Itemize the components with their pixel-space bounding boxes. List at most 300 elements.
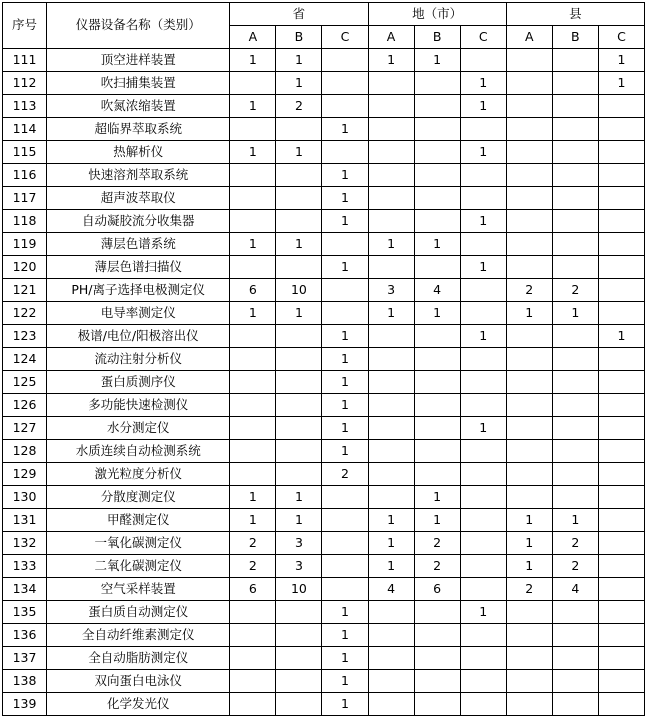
header-sub-city-a: A xyxy=(368,26,414,49)
row-value-cell xyxy=(322,49,368,72)
row-value-cell xyxy=(414,670,460,693)
row-value-cell: 2 xyxy=(506,279,552,302)
row-value-cell xyxy=(552,256,598,279)
row-value-cell xyxy=(506,670,552,693)
row-value-cell: 1 xyxy=(230,95,276,118)
row-value-cell xyxy=(598,670,644,693)
row-value-cell: 1 xyxy=(322,210,368,233)
row-value-cell: 6 xyxy=(414,578,460,601)
row-value-cell xyxy=(598,210,644,233)
header-sub-city-c: C xyxy=(460,26,506,49)
header-index: 序号 xyxy=(3,3,47,49)
row-value-cell xyxy=(552,348,598,371)
row-value-cell xyxy=(322,233,368,256)
row-value-cell: 1 xyxy=(322,624,368,647)
row-value-cell xyxy=(368,72,414,95)
row-value-cell: 4 xyxy=(414,279,460,302)
row-value-cell xyxy=(460,49,506,72)
row-equipment-name: 化学发光仪 xyxy=(47,693,230,716)
row-value-cell xyxy=(552,233,598,256)
row-value-cell xyxy=(230,647,276,670)
row-value-cell xyxy=(230,463,276,486)
row-value-cell: 1 xyxy=(322,647,368,670)
row-value-cell xyxy=(276,256,322,279)
header-sub-county-a: A xyxy=(506,26,552,49)
row-index: 121 xyxy=(3,279,47,302)
row-equipment-name: 蛋白质测序仪 xyxy=(47,371,230,394)
row-value-cell xyxy=(414,371,460,394)
row-equipment-name: 水质连续自动检测系统 xyxy=(47,440,230,463)
row-value-cell xyxy=(230,417,276,440)
row-index: 116 xyxy=(3,164,47,187)
row-value-cell xyxy=(322,509,368,532)
row-index: 126 xyxy=(3,394,47,417)
row-index: 122 xyxy=(3,302,47,325)
table-row xyxy=(3,72,645,95)
row-index: 139 xyxy=(3,693,47,716)
row-value-cell: 1 xyxy=(276,302,322,325)
table-header xyxy=(3,3,645,49)
table-row xyxy=(3,325,645,348)
row-value-cell xyxy=(460,371,506,394)
row-equipment-name: PH/离子选择电极测定仪 xyxy=(47,279,230,302)
table-row xyxy=(3,256,645,279)
row-value-cell xyxy=(552,693,598,716)
table-row xyxy=(3,417,645,440)
row-value-cell xyxy=(598,256,644,279)
row-value-cell xyxy=(552,601,598,624)
row-value-cell xyxy=(506,95,552,118)
table-row xyxy=(3,440,645,463)
row-value-cell xyxy=(368,624,414,647)
row-value-cell: 1 xyxy=(368,233,414,256)
row-index: 127 xyxy=(3,417,47,440)
row-equipment-name: 全自动纤维素测定仪 xyxy=(47,624,230,647)
row-value-cell: 2 xyxy=(552,279,598,302)
row-value-cell xyxy=(368,371,414,394)
row-value-cell xyxy=(460,302,506,325)
table-row xyxy=(3,532,645,555)
row-value-cell xyxy=(598,555,644,578)
row-value-cell: 1 xyxy=(368,509,414,532)
row-value-cell: 2 xyxy=(414,555,460,578)
row-value-cell xyxy=(552,486,598,509)
row-value-cell: 1 xyxy=(276,72,322,95)
row-equipment-name: 极谱/电位/阳极溶出仪 xyxy=(47,325,230,348)
row-value-cell xyxy=(460,578,506,601)
header-group-city: 地（市） xyxy=(368,3,506,26)
row-value-cell: 1 xyxy=(414,486,460,509)
header-sub-city-b: B xyxy=(414,26,460,49)
row-value-cell xyxy=(322,141,368,164)
row-value-cell xyxy=(322,555,368,578)
row-value-cell: 1 xyxy=(460,95,506,118)
row-value-cell xyxy=(460,187,506,210)
row-value-cell xyxy=(552,118,598,141)
row-value-cell: 1 xyxy=(322,118,368,141)
row-value-cell xyxy=(322,302,368,325)
row-equipment-name: 顶空进样装置 xyxy=(47,49,230,72)
row-value-cell xyxy=(322,95,368,118)
row-value-cell xyxy=(368,118,414,141)
row-value-cell: 1 xyxy=(506,509,552,532)
row-value-cell: 1 xyxy=(230,233,276,256)
row-value-cell xyxy=(230,394,276,417)
row-value-cell xyxy=(552,95,598,118)
row-equipment-name: 薄层色谱系统 xyxy=(47,233,230,256)
table-row xyxy=(3,348,645,371)
row-value-cell xyxy=(506,49,552,72)
row-value-cell xyxy=(322,72,368,95)
row-value-cell xyxy=(552,463,598,486)
row-value-cell: 1 xyxy=(414,233,460,256)
row-value-cell: 1 xyxy=(506,532,552,555)
row-value-cell: 2 xyxy=(230,555,276,578)
row-value-cell: 2 xyxy=(506,578,552,601)
table-row xyxy=(3,486,645,509)
row-value-cell xyxy=(322,279,368,302)
row-value-cell xyxy=(322,532,368,555)
row-value-cell xyxy=(368,325,414,348)
table-row xyxy=(3,578,645,601)
row-value-cell: 1 xyxy=(230,141,276,164)
row-value-cell xyxy=(414,187,460,210)
row-value-cell: 1 xyxy=(322,601,368,624)
row-value-cell: 1 xyxy=(598,325,644,348)
row-index: 135 xyxy=(3,601,47,624)
row-index: 129 xyxy=(3,463,47,486)
row-value-cell xyxy=(276,463,322,486)
row-value-cell: 1 xyxy=(414,509,460,532)
row-value-cell xyxy=(598,509,644,532)
row-value-cell: 1 xyxy=(230,509,276,532)
row-value-cell xyxy=(414,348,460,371)
row-value-cell xyxy=(506,486,552,509)
row-value-cell: 10 xyxy=(276,578,322,601)
row-value-cell xyxy=(506,601,552,624)
row-value-cell: 1 xyxy=(322,348,368,371)
row-value-cell xyxy=(598,693,644,716)
row-value-cell xyxy=(460,164,506,187)
row-value-cell: 1 xyxy=(460,417,506,440)
row-index: 131 xyxy=(3,509,47,532)
table-row xyxy=(3,187,645,210)
row-value-cell: 4 xyxy=(368,578,414,601)
row-value-cell xyxy=(414,601,460,624)
row-value-cell: 1 xyxy=(322,394,368,417)
row-value-cell xyxy=(230,256,276,279)
row-value-cell xyxy=(506,256,552,279)
row-index: 111 xyxy=(3,49,47,72)
row-value-cell: 1 xyxy=(322,187,368,210)
row-value-cell xyxy=(598,394,644,417)
row-value-cell: 1 xyxy=(276,141,322,164)
table-row xyxy=(3,394,645,417)
row-value-cell xyxy=(414,394,460,417)
row-value-cell xyxy=(276,670,322,693)
row-value-cell: 1 xyxy=(552,302,598,325)
row-index: 118 xyxy=(3,210,47,233)
header-name: 仪器设备名称（类别） xyxy=(47,3,230,49)
row-value-cell xyxy=(598,302,644,325)
row-value-cell xyxy=(414,95,460,118)
row-value-cell xyxy=(368,647,414,670)
table-row xyxy=(3,371,645,394)
row-value-cell xyxy=(598,187,644,210)
row-value-cell: 6 xyxy=(230,578,276,601)
row-value-cell xyxy=(230,118,276,141)
row-value-cell xyxy=(276,647,322,670)
header-sub-county-b: B xyxy=(552,26,598,49)
header-sub-province-a: A xyxy=(230,26,276,49)
row-value-cell xyxy=(414,164,460,187)
row-equipment-name: 多功能快速检测仪 xyxy=(47,394,230,417)
row-value-cell xyxy=(552,394,598,417)
row-value-cell xyxy=(230,601,276,624)
row-value-cell xyxy=(506,348,552,371)
row-value-cell xyxy=(368,440,414,463)
row-index: 125 xyxy=(3,371,47,394)
row-value-cell xyxy=(368,417,414,440)
row-value-cell xyxy=(598,532,644,555)
row-value-cell xyxy=(414,693,460,716)
row-value-cell xyxy=(414,417,460,440)
row-value-cell: 1 xyxy=(322,164,368,187)
row-equipment-name: 二氧化碳测定仪 xyxy=(47,555,230,578)
row-value-cell xyxy=(506,417,552,440)
row-value-cell xyxy=(276,417,322,440)
row-value-cell xyxy=(598,348,644,371)
row-equipment-name: 热解析仪 xyxy=(47,141,230,164)
row-value-cell xyxy=(552,670,598,693)
row-value-cell xyxy=(598,417,644,440)
row-equipment-name: 电导率测定仪 xyxy=(47,302,230,325)
header-sub-province-c: C xyxy=(322,26,368,49)
row-value-cell: 1 xyxy=(276,509,322,532)
row-value-cell xyxy=(552,49,598,72)
row-value-cell xyxy=(276,164,322,187)
row-value-cell xyxy=(276,118,322,141)
row-value-cell xyxy=(506,463,552,486)
row-value-cell xyxy=(598,371,644,394)
row-value-cell xyxy=(598,233,644,256)
row-value-cell: 1 xyxy=(552,509,598,532)
row-index: 130 xyxy=(3,486,47,509)
row-value-cell xyxy=(460,118,506,141)
row-value-cell xyxy=(460,348,506,371)
row-value-cell xyxy=(460,670,506,693)
row-value-cell xyxy=(368,164,414,187)
row-equipment-name: 双向蛋白电泳仪 xyxy=(47,670,230,693)
row-value-cell: 1 xyxy=(322,256,368,279)
row-value-cell xyxy=(230,187,276,210)
row-index: 119 xyxy=(3,233,47,256)
row-value-cell: 1 xyxy=(598,72,644,95)
row-value-cell xyxy=(552,325,598,348)
row-value-cell xyxy=(598,624,644,647)
row-value-cell xyxy=(368,486,414,509)
row-value-cell xyxy=(368,463,414,486)
row-value-cell xyxy=(414,210,460,233)
table-row xyxy=(3,279,645,302)
row-value-cell xyxy=(322,578,368,601)
row-value-cell xyxy=(598,95,644,118)
row-value-cell xyxy=(506,118,552,141)
row-value-cell xyxy=(276,187,322,210)
row-equipment-name: 快速溶剂萃取系统 xyxy=(47,164,230,187)
row-value-cell: 1 xyxy=(322,417,368,440)
row-index: 113 xyxy=(3,95,47,118)
row-value-cell xyxy=(506,72,552,95)
row-value-cell xyxy=(552,624,598,647)
row-value-cell xyxy=(598,578,644,601)
row-value-cell xyxy=(460,463,506,486)
row-value-cell xyxy=(552,72,598,95)
row-value-cell xyxy=(460,647,506,670)
row-value-cell xyxy=(414,72,460,95)
row-value-cell xyxy=(598,463,644,486)
table-row xyxy=(3,693,645,716)
row-value-cell xyxy=(230,440,276,463)
row-value-cell xyxy=(414,141,460,164)
row-equipment-name: 流动注射分析仪 xyxy=(47,348,230,371)
row-value-cell: 1 xyxy=(598,49,644,72)
row-value-cell xyxy=(276,348,322,371)
row-value-cell xyxy=(368,394,414,417)
row-value-cell xyxy=(276,371,322,394)
table-row xyxy=(3,233,645,256)
table-row xyxy=(3,302,645,325)
row-value-cell xyxy=(230,371,276,394)
header-group-province: 省 xyxy=(230,3,368,26)
row-value-cell xyxy=(414,463,460,486)
row-value-cell xyxy=(368,95,414,118)
row-index: 117 xyxy=(3,187,47,210)
row-value-cell xyxy=(598,141,644,164)
row-value-cell: 1 xyxy=(230,49,276,72)
row-value-cell xyxy=(598,601,644,624)
row-value-cell xyxy=(552,164,598,187)
row-value-cell: 1 xyxy=(230,302,276,325)
header-group-county: 县 xyxy=(506,3,644,26)
row-value-cell xyxy=(506,693,552,716)
row-value-cell xyxy=(460,233,506,256)
row-value-cell: 1 xyxy=(460,601,506,624)
row-value-cell xyxy=(506,624,552,647)
row-value-cell xyxy=(276,394,322,417)
row-index: 120 xyxy=(3,256,47,279)
row-index: 134 xyxy=(3,578,47,601)
row-value-cell xyxy=(460,440,506,463)
row-index: 112 xyxy=(3,72,47,95)
row-value-cell: 3 xyxy=(276,532,322,555)
row-value-cell: 1 xyxy=(322,693,368,716)
row-value-cell: 1 xyxy=(460,141,506,164)
row-value-cell: 1 xyxy=(460,256,506,279)
row-index: 115 xyxy=(3,141,47,164)
row-value-cell xyxy=(552,647,598,670)
row-value-cell xyxy=(230,325,276,348)
row-value-cell xyxy=(460,509,506,532)
row-value-cell xyxy=(368,601,414,624)
row-value-cell xyxy=(414,118,460,141)
header-sub-county-c: C xyxy=(598,26,644,49)
row-value-cell xyxy=(460,532,506,555)
row-equipment-name: 吹氮浓缩装置 xyxy=(47,95,230,118)
row-value-cell xyxy=(276,693,322,716)
row-equipment-name: 自动凝胶流分收集器 xyxy=(47,210,230,233)
row-value-cell: 1 xyxy=(460,72,506,95)
row-value-cell xyxy=(598,440,644,463)
table-row xyxy=(3,164,645,187)
row-value-cell xyxy=(506,647,552,670)
row-value-cell: 1 xyxy=(368,555,414,578)
row-value-cell xyxy=(506,187,552,210)
table-row xyxy=(3,95,645,118)
row-value-cell xyxy=(552,187,598,210)
header-sub-province-b: B xyxy=(276,26,322,49)
instrument-equipment-table xyxy=(2,2,645,716)
row-value-cell xyxy=(230,210,276,233)
row-value-cell xyxy=(506,440,552,463)
row-value-cell xyxy=(506,394,552,417)
row-equipment-name: 一氧化碳测定仪 xyxy=(47,532,230,555)
row-value-cell xyxy=(460,624,506,647)
row-value-cell: 1 xyxy=(414,49,460,72)
row-value-cell: 6 xyxy=(230,279,276,302)
table-row xyxy=(3,624,645,647)
row-value-cell: 3 xyxy=(368,279,414,302)
row-value-cell xyxy=(414,325,460,348)
row-equipment-name: 蛋白质自动测定仪 xyxy=(47,601,230,624)
row-value-cell: 1 xyxy=(506,302,552,325)
row-value-cell xyxy=(506,210,552,233)
table-row xyxy=(3,647,645,670)
row-value-cell xyxy=(506,141,552,164)
row-value-cell: 2 xyxy=(552,555,598,578)
row-value-cell: 1 xyxy=(460,325,506,348)
row-value-cell: 4 xyxy=(552,578,598,601)
row-value-cell: 1 xyxy=(322,670,368,693)
row-equipment-name: 薄层色谱扫描仪 xyxy=(47,256,230,279)
row-value-cell xyxy=(322,486,368,509)
row-value-cell xyxy=(598,279,644,302)
row-value-cell xyxy=(460,394,506,417)
row-value-cell: 1 xyxy=(368,49,414,72)
row-value-cell: 1 xyxy=(368,532,414,555)
row-equipment-name: 空气采样装置 xyxy=(47,578,230,601)
row-index: 133 xyxy=(3,555,47,578)
row-value-cell xyxy=(368,141,414,164)
row-value-cell xyxy=(368,210,414,233)
row-value-cell: 1 xyxy=(368,302,414,325)
row-value-cell xyxy=(368,670,414,693)
row-value-cell xyxy=(276,601,322,624)
row-index: 132 xyxy=(3,532,47,555)
row-value-cell xyxy=(276,624,322,647)
row-value-cell xyxy=(460,486,506,509)
row-index: 123 xyxy=(3,325,47,348)
row-value-cell: 1 xyxy=(322,325,368,348)
table-row xyxy=(3,463,645,486)
row-value-cell xyxy=(506,371,552,394)
row-value-cell xyxy=(552,141,598,164)
row-value-cell: 1 xyxy=(276,486,322,509)
row-equipment-name: 水分测定仪 xyxy=(47,417,230,440)
table-row xyxy=(3,601,645,624)
row-value-cell: 2 xyxy=(322,463,368,486)
row-value-cell xyxy=(598,486,644,509)
